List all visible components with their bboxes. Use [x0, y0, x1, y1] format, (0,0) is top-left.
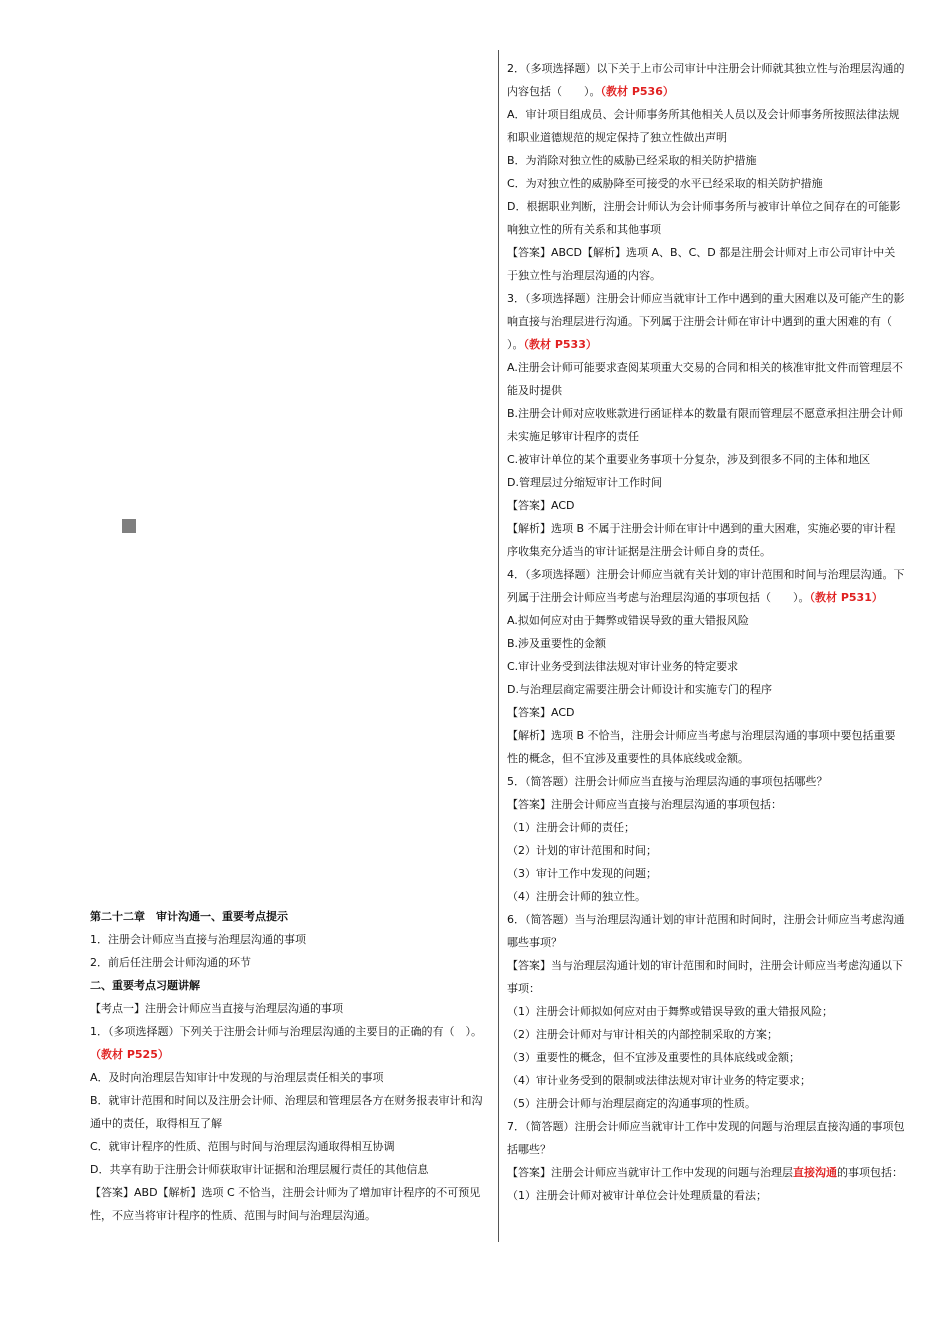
question-3-option: C.被审计单位的某个重要业务事项十分复杂，涉及到很多不同的主体和地区: [507, 453, 871, 466]
question-3-option: D.管理层过分缩短审计工作时间: [507, 476, 662, 489]
column-divider: [498, 50, 499, 1242]
placeholder-square-icon: [122, 519, 136, 533]
question-2-answer: 【答案】ABCD【解析】选项 A、B、C、D 都是注册会计师对上市公司审计中关于独立性与治理层沟通的内容。: [507, 246, 896, 282]
question-6-item: （2）注册会计师对与审计相关的内部控制采取的方案；: [507, 1028, 778, 1041]
question-4-stem: [507, 563, 905, 609]
question-6-answer: 【答案】当与治理层沟通计划的审计范围和时间时，注册会计师应当考虑沟通以下事项：: [507, 959, 903, 995]
question-6-item: （1）注册会计师拟如何应对由于舞弊或错误导致的重大错报风险；: [507, 1005, 833, 1018]
right-column: [507, 57, 914, 1207]
question-6-stem: 6．（简答题）当与治理层沟通计划的审计范围和时间时，注册会计师应当考虑沟通哪些事项？: [507, 913, 905, 949]
question-7-answer: [507, 1161, 905, 1184]
question-2-option: C．为对独立性的威胁降至可接受的水平已经采取的相关防护措施: [507, 177, 823, 190]
question-2-option: A．审计项目组成员、会计师事务所其他相关人员以及会计师事务所按照法律法规和职业道德规范的规定保持了独立性做出声明: [507, 108, 900, 144]
textbook-reference: （教材 P533）: [523, 338, 597, 351]
question-2-option: D．根据职业判断，注册会计师认为会计师事务所与被审计单位之间存在的可能影响独立性的所有关系和其他事项: [507, 200, 901, 236]
question-5-item: （4）注册会计师的独立性。: [507, 890, 646, 903]
question-5-item: （3）审计工作中发现的问题；: [507, 867, 657, 880]
question-4-analysis: 【解析】选项 B 不恰当，注册会计师应当考虑与治理层沟通的事项中要包括重要性的概念，但不宜涉及重要性的具体底线或金额。: [507, 729, 896, 765]
question-5-stem: 5．（简答题）注册会计师应当直接与治理层沟通的事项包括哪些？: [507, 775, 828, 788]
question-stem-text: 4．（多项选择题）注册会计师应当就有关计划的审计范围和时间与治理层沟通。下列属于注册会计师应当考虑与治理层沟通的事项包括（ ）。: [507, 568, 905, 604]
question-1-option: C．就审计程序的性质、范围与时间与治理层沟通取得相互协调: [90, 1140, 395, 1153]
question-stem-text: 3．（多项选择题）注册会计师应当就审计工作中遇到的重大困难以及可能产生的影响直接与治理层进行沟通。下列属于注册会计师在审计中遇到的重大困难的有（ ）。: [507, 292, 914, 351]
key-point-item: 1．注册会计师应当直接与治理层沟通的事项: [90, 933, 306, 946]
question-4-option: B.涉及重要性的金额: [507, 637, 607, 650]
question-3-option: B.注册会计师对应收账款进行函证样本的数量有限而管理层不愿意承担注册会计师未实施足够审计程序的责任: [507, 407, 904, 443]
answer-text: 的事项包括：: [837, 1166, 903, 1179]
question-3-stem: [507, 287, 914, 356]
question-4-answer: 【答案】ACD: [507, 706, 575, 719]
highlighted-phrase: 直接沟通: [793, 1166, 837, 1179]
textbook-reference: （教材 P531）: [809, 591, 883, 604]
question-stem-text: 1．（多项选择题）下列关于注册会计师与治理层沟通的主要目的正确的有（ ）。: [90, 1025, 482, 1038]
question-5-item: （1）注册会计师的责任；: [507, 821, 635, 834]
question-5-answer: 【答案】注册会计师应当直接与治理层沟通的事项包括：: [507, 798, 782, 811]
left-column: [90, 905, 485, 1227]
question-3-analysis: 【解析】选项 B 不属于注册会计师在审计中遇到的重大困难，实施必要的审计程序收集充分适当的审计证据是注册会计师自身的责任。: [507, 522, 896, 558]
question-1-answer: 【答案】ABD【解析】选项 C 不恰当，注册会计师为了增加审计程序的不可预见性，不应当将审计程序的性质、范围与时间与治理层沟通。: [90, 1186, 481, 1222]
question-1-option: D．共享有助于注册会计师获取审计证据和治理层履行责任的其他信息: [90, 1163, 429, 1176]
question-1-stem: [90, 1020, 485, 1066]
textbook-reference: （教材 P536）: [600, 85, 674, 98]
kaodian-heading: 【考点一】注册会计师应当直接与治理层沟通的事项: [90, 1002, 343, 1015]
question-7-stem: 7．（简答题）注册会计师应当就审计工作中发现的问题与治理层直接沟通的事项包括哪些？: [507, 1120, 905, 1156]
question-6-item: （3）重要性的概念，但不宜涉及重要性的具体底线或金额；: [507, 1051, 800, 1064]
question-stem-text: 2．（多项选择题）以下关于上市公司审计中注册会计师就其独立性与治理层沟通的内容包括（ ）。: [507, 62, 905, 98]
section-title: 二、重要考点习题讲解: [90, 979, 200, 992]
question-6-item: （5）注册会计师与治理层商定的沟通事项的性质。: [507, 1097, 756, 1110]
question-1-option: A．及时向治理层告知审计中发现的与治理层责任相关的事项: [90, 1071, 384, 1084]
chapter-title: 第二十二章 审计沟通一、重要考点提示: [90, 910, 288, 923]
question-2-option: B．为消除对独立性的威胁已经采取的相关防护措施: [507, 154, 757, 167]
answer-text: 【答案】注册会计师应当就审计工作中发现的问题与治理层: [507, 1166, 793, 1179]
question-5-item: （2）计划的审计范围和时间；: [507, 844, 657, 857]
question-1-option: B．就审计范围和时间以及注册会计师、治理层和管理层各方在财务报表审计和沟通中的责任，取得相互了解: [90, 1094, 483, 1130]
question-3-option: A.注册会计师可能要求查阅某项重大交易的合同和相关的核准审批文件而管理层不能及时提供: [507, 361, 903, 397]
question-4-option: D.与治理层商定需要注册会计师设计和实施专门的程序: [507, 683, 772, 696]
question-6-item: （4）审计业务受到的限制或法律法规对审计业务的特定要求；: [507, 1074, 811, 1087]
question-2-stem: [507, 57, 905, 103]
textbook-reference: （教材 P525）: [90, 1048, 169, 1061]
key-point-item: 2．前后任注册会计师沟通的环节: [90, 956, 251, 969]
question-4-option: C.审计业务受到法律法规对审计业务的特定要求: [507, 660, 739, 673]
question-3-answer: 【答案】ACD: [507, 499, 575, 512]
question-4-option: A.拟如何应对由于舞弊或错误导致的重大错报风险: [507, 614, 749, 627]
question-7-item: （1）注册会计师对被审计单位会计处理质量的看法；: [507, 1189, 767, 1202]
